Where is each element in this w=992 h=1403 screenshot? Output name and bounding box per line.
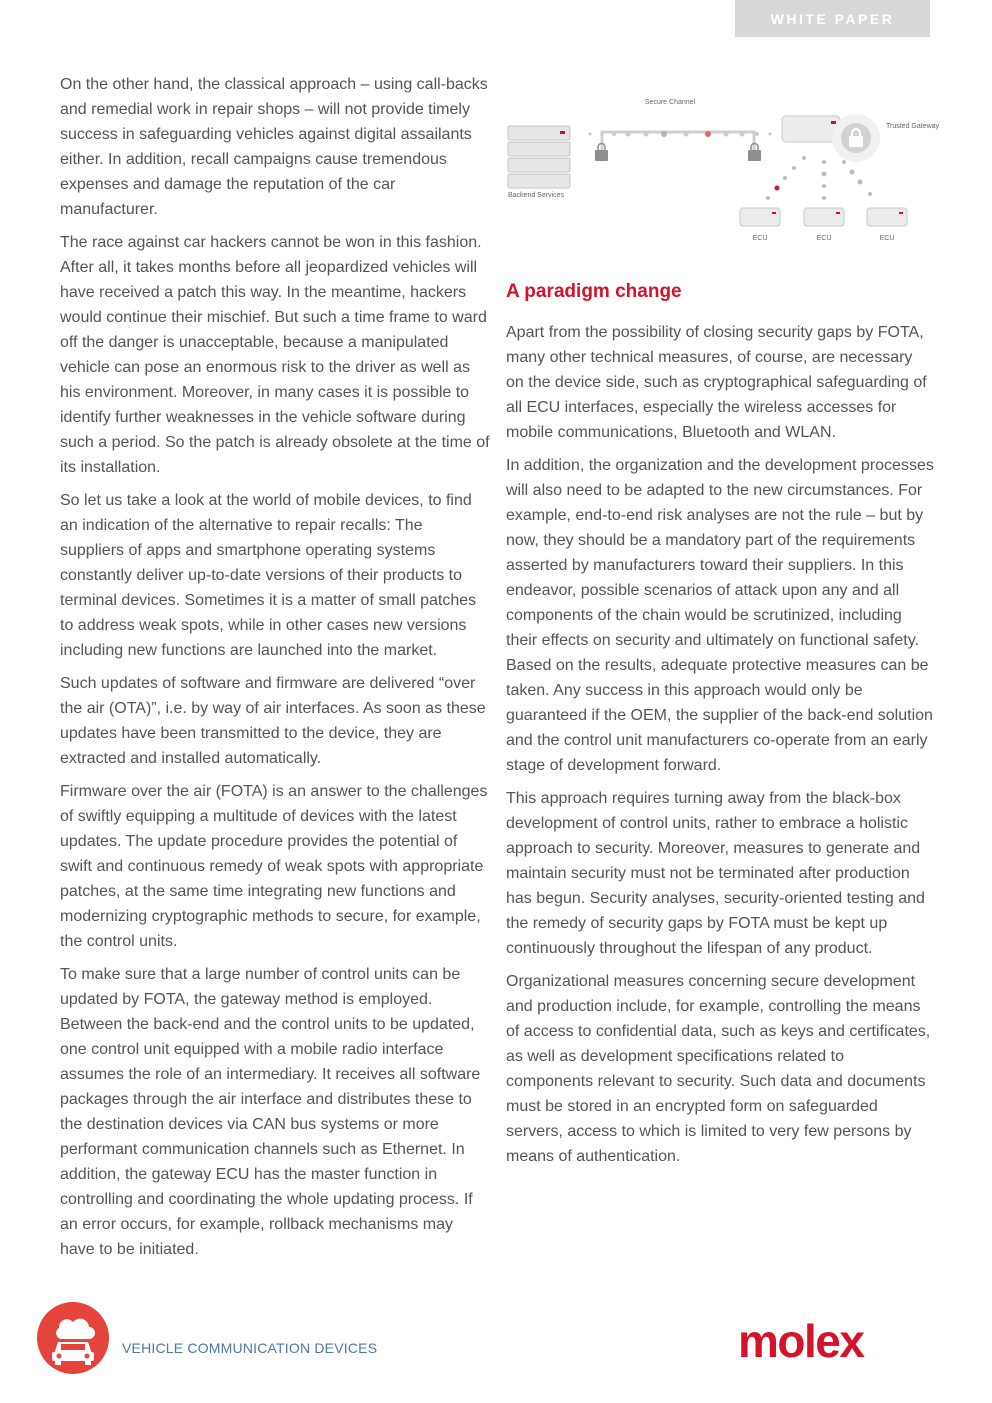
fota-gateway-diagram <box>502 90 952 250</box>
molex-logo: molex <box>738 1315 864 1367</box>
paragraph: On the other hand, the classical approach – using call-backs and remedial work in repair shops – will not provide timely success in safeguarding vehicles against digital assailants either. In addition, recall campaigns cause tremendous expenses and damage the reputation of the car manufacturer. <box>60 76 488 218</box>
paragraph: Firmware over the air (FOTA) is an answer to the challenges of swiftly equipping a multitude of devices with the latest updates. The update procedure provides the potential of swift and continuous remedy of weak spots with appropriate patches, at the same time integrating new functions and modernizing cryptographic methods to secure, for example, the control units. <box>60 783 488 950</box>
secure-channel-label: Secure Channel <box>644 99 696 106</box>
right-column <box>506 320 934 1177</box>
secure-channel-bracket <box>602 132 754 150</box>
trusted-gateway-icon <box>782 116 840 142</box>
paragraph: Such updates of software and firmware are delivered “over the air (OTA)”, i.e. by way of air interfaces. As soon as these updates have been transmitted to the device, they are extracted and installed automatically. <box>60 675 486 767</box>
ecu-icon <box>740 208 780 226</box>
ecu-label: ECU <box>752 235 768 242</box>
paragraph: In addition, the organization and the development processes will also need to be adapted to the new circumstances. For example, end-to-end risk analyses are not the rule – but by now, they should be a mandatory part of the requirements asserted by manufacturers toward their suppliers. In this endeavor, possible scenarios of attack upon any and all components of the chain would be scrutinized, including their effects on security and ultimately on functional safety. Based on the results, adequate protective measures can be taken. Any success in this approach would only be guaranteed if the OEM, the supplier of the back-end solution and the control unit manufacturers co-operate from an early stage of development forward. <box>506 457 934 774</box>
paragraph: To make sure that a large number of control units can be updated by FOTA, the gateway method is employed. Between the back-end and the control units to be updated, one control unit equipped with a mobile radio interface assumes the role of an intermediary. It receives all software packages through the air interface and distributes these to the destination devices via CAN bus systems or more performant communication channels such as Ethernet. In addition, the gateway ECU has the master function in controlling and coordinating the whole updating process. If an error occurs, for example, rollback mechanisms may have to be initiated. <box>60 966 481 1258</box>
ecu-label: ECU <box>879 235 895 242</box>
ecu-label: ECU <box>816 235 832 242</box>
ecu-icon <box>867 208 907 226</box>
document-type-badge: WHITE PAPER <box>735 0 930 37</box>
paragraph: So let us take a look at the world of mobile devices, to find an indication of the alternative to repair recalls: The suppliers of apps and smartphone operating systems constantly deliver up-to-date versions of their products to terminal devices. Sometimes it is a matter of small patches to address weak spots, while in other cases new versions including new functions are launched into the market. <box>60 492 477 659</box>
connected-car-icon <box>37 1302 109 1374</box>
paragraph: Apart from the possibility of closing security gaps by FOTA, many other technical measures, of course, are necessary on the device side, such as cryptographical safeguarding of all ECU interfaces, especially the wireless accesses for mobile communications, Bluetooth and WLAN. <box>506 324 927 441</box>
gateway-lock-icon <box>832 114 880 162</box>
trusted-gateway-label: Trusted Gateway <box>886 123 940 130</box>
paragraph: Organizational measures concerning secure development and production include, for example, controlling the means of access to confidential data, such as keys and certificates, as well as development specifications related to components relevant to security. Such data and documents must be stored in an encrypted form on safeguarded servers, access to which is limited to very few persons by means of authentication. <box>506 973 931 1165</box>
backend-services-label: Backend Services <box>508 192 565 199</box>
footer-category-label: VEHICLE COMMUNICATION DEVICES <box>122 1340 378 1356</box>
ecu-distribution-dots <box>766 156 872 200</box>
ecu-icon <box>804 208 844 226</box>
backend-server-icon <box>508 126 570 188</box>
left-column <box>60 72 490 1270</box>
section-heading: A paradigm change <box>506 281 682 302</box>
paragraph: The race against car hackers cannot be won in this fashion. After all, it takes months before all jeopardized vehicles will have received a patch this way. In the meantime, hackers would continue their mischief. But such a time frame to ward off the danger is unacceptable, because a manipulated vehicle can pose an enormous risk to the driver as well as his environment. Moreover, in many cases it is possible to identify further weaknesses in the vehicle software during such a period. So the patch is already obsolete at the time of its installation. <box>60 234 490 476</box>
paragraph: This approach requires turning away from the black-box development of control units, rather to embrace a holistic approach to security. Moreover, measures to generate and maintain security must not be terminated after production has begun. Security analyses, security-oriented testing and the remedy of security gaps by FOTA must be kept up continuously throughout the lifespan of any product. <box>506 790 925 957</box>
